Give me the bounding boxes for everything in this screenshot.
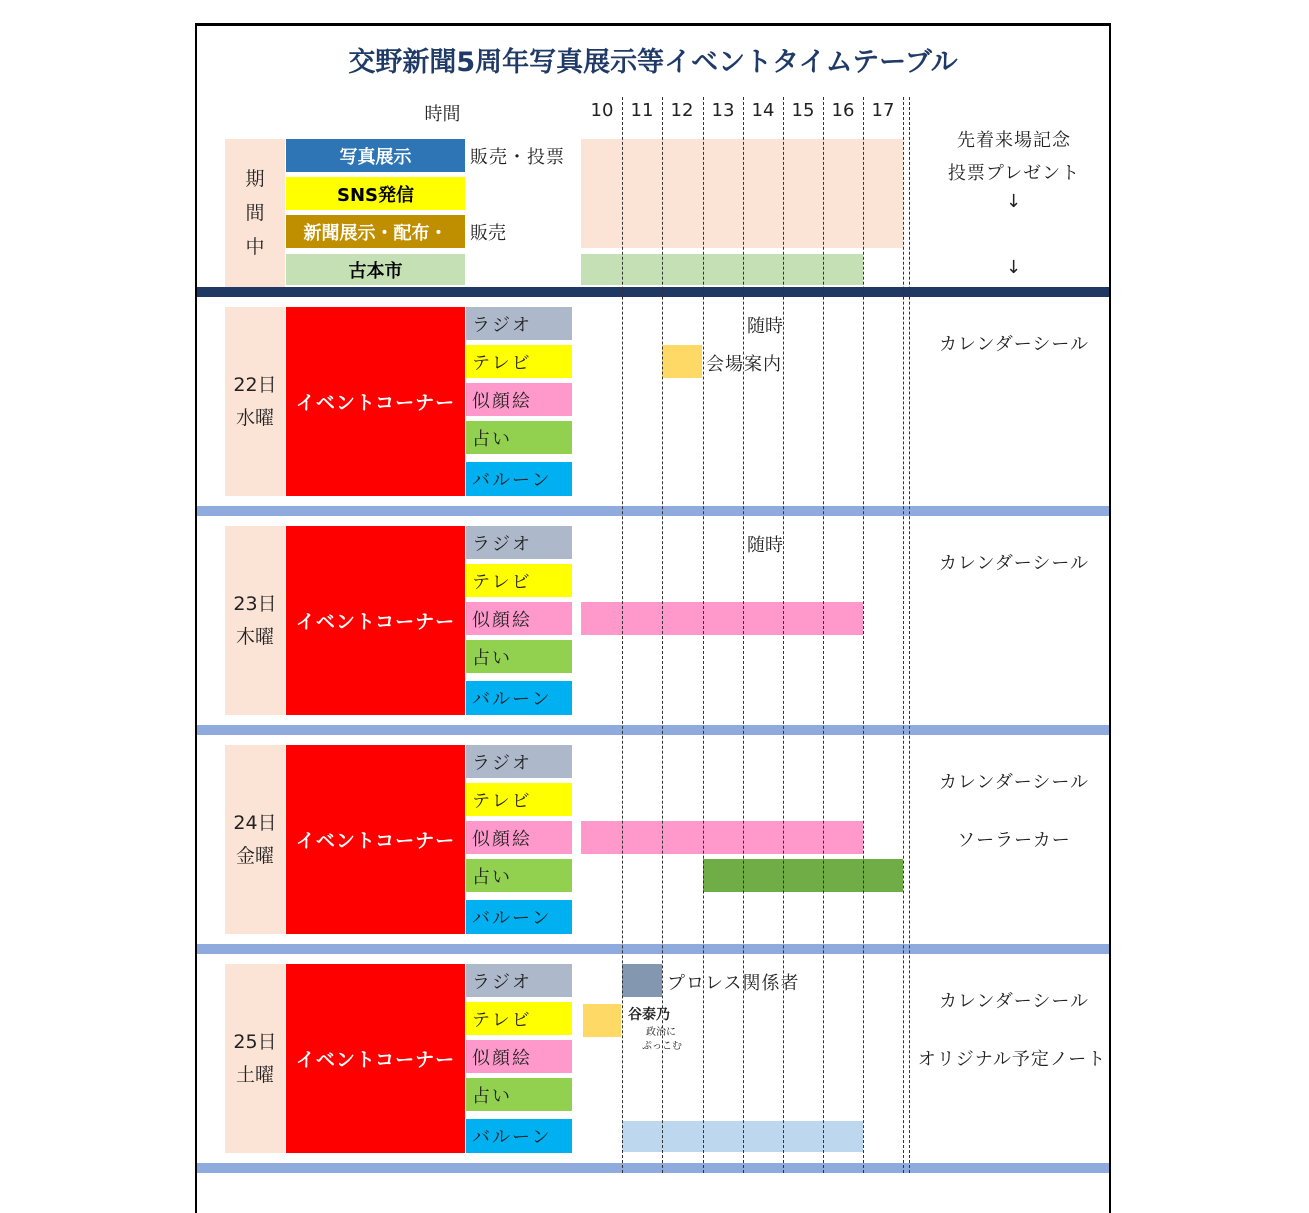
tv-label: テレビ — [466, 345, 572, 378]
hour-gridline — [903, 97, 904, 1173]
radio-label: ラジオ — [466, 307, 572, 340]
day-date: 25日 — [233, 1030, 277, 1053]
hour-label: 10 — [590, 100, 614, 121]
tv-slot — [662, 345, 702, 378]
photo-exhibit-label: 写真展示 — [286, 139, 465, 172]
period-right-text: 投票プレゼント — [947, 163, 1081, 184]
portrait-bar — [581, 821, 863, 854]
radio-label: ラジオ — [466, 745, 572, 778]
radio-label: ラジオ — [466, 526, 572, 559]
portrait-label: 似顔絵 — [466, 383, 572, 416]
event-corner-label: イベントコーナー — [286, 526, 465, 715]
event-corner-label: イベントコーナー — [286, 745, 465, 934]
hour-label: 16 — [831, 100, 855, 121]
radio-slot — [622, 964, 662, 997]
balloon-label: バルーン — [466, 681, 572, 715]
portrait-bar — [581, 602, 863, 635]
tv-slot — [583, 1004, 621, 1037]
portrait-label: 似顔絵 — [466, 1040, 572, 1073]
bookfair-label: 古本市 — [286, 254, 465, 285]
event-corner-label: イベントコーナー — [286, 307, 465, 496]
day-weekday: 木曜 — [235, 625, 274, 648]
right-note: オリジナル予定ノート — [917, 1049, 1107, 1070]
day-date: 24日 — [233, 811, 277, 834]
arrow-down-icon: ↓ — [1005, 257, 1023, 278]
hour-gridline — [783, 97, 784, 1173]
guest-caption: 政治に — [646, 1027, 676, 1038]
page-title: 交野新聞5周年写真展示等イベントタイムテーブル — [348, 47, 958, 78]
hour-gridline — [622, 97, 623, 1173]
section-separator — [197, 1163, 1109, 1173]
fortune-label: 占い — [466, 421, 572, 454]
tv-label: テレビ — [466, 783, 572, 816]
note-anytime: 随時 — [747, 316, 783, 337]
portrait-label: 似顔絵 — [466, 821, 572, 854]
hour-label: 12 — [670, 100, 694, 121]
note-wrestler: プロレス関係者 — [667, 973, 800, 994]
guest-caption: ぷっこむ — [642, 1041, 682, 1052]
hour-label: 11 — [630, 100, 654, 121]
newspaper-label: 新聞展示・配布・ — [286, 215, 465, 248]
right-note: ソーラーカー — [957, 830, 1071, 851]
day-label — [225, 745, 285, 934]
section-separator — [197, 287, 1109, 297]
day-label — [225, 526, 285, 715]
arrow-down-icon: ↓ — [1005, 191, 1023, 212]
day-date: 23日 — [233, 592, 277, 615]
period-right-text: 先着来場記念 — [957, 130, 1071, 151]
hour-label: 14 — [751, 100, 775, 121]
period-bar — [581, 139, 903, 248]
hour-gridline — [743, 97, 744, 1173]
section-separator — [197, 944, 1109, 954]
hour-gridline — [823, 97, 824, 1173]
hour-gridline — [662, 97, 663, 1173]
sns-label: SNS発信 — [286, 177, 465, 210]
photo-exhibit-note: 販売・投票 — [470, 147, 565, 168]
right-note: カレンダーシール — [938, 991, 1090, 1012]
period-char: 期 — [245, 168, 265, 190]
right-note: カレンダーシール — [938, 553, 1090, 574]
section-separator — [197, 725, 1109, 735]
hour-label: 13 — [711, 100, 735, 121]
period-char: 中 — [245, 236, 265, 258]
portrait-label: 似顔絵 — [466, 602, 572, 635]
hour-gridline — [863, 97, 864, 1173]
tv-label: テレビ — [466, 1002, 572, 1035]
newspaper-note: 販売 — [470, 223, 506, 244]
right-note: カレンダーシール — [938, 772, 1090, 793]
fortune-bar — [703, 859, 903, 892]
note-anytime: 随時 — [747, 535, 783, 556]
fortune-label: 占い — [466, 859, 572, 892]
right-note: カレンダーシール — [938, 334, 1090, 355]
period-char: 間 — [245, 202, 265, 224]
day-weekday: 水曜 — [235, 406, 274, 429]
day-label — [225, 307, 285, 496]
note-guide: 会場案内 — [706, 354, 782, 375]
section-separator — [197, 506, 1109, 516]
radio-label: ラジオ — [466, 964, 572, 997]
day-label — [225, 964, 285, 1153]
tv-label: テレビ — [466, 564, 572, 597]
bookfair-bar — [581, 254, 863, 285]
hour-label: 15 — [791, 100, 815, 121]
hour-gridline — [909, 97, 910, 1173]
fortune-label: 占い — [466, 640, 572, 673]
day-weekday: 金曜 — [235, 844, 274, 867]
time-label: 時間 — [424, 104, 461, 125]
balloon-label: バルーン — [466, 900, 572, 934]
hour-label: 17 — [871, 100, 895, 121]
balloon-label: バルーン — [466, 1119, 572, 1153]
day-date: 22日 — [233, 373, 277, 396]
period-label — [225, 139, 285, 287]
event-corner-label: イベントコーナー — [286, 964, 465, 1153]
fortune-label: 占い — [466, 1078, 572, 1111]
guest-name: 谷泰乃 — [628, 1007, 670, 1023]
balloon-label: バルーン — [466, 462, 572, 496]
hour-gridline — [703, 97, 704, 1173]
day-weekday: 土曜 — [235, 1063, 274, 1086]
